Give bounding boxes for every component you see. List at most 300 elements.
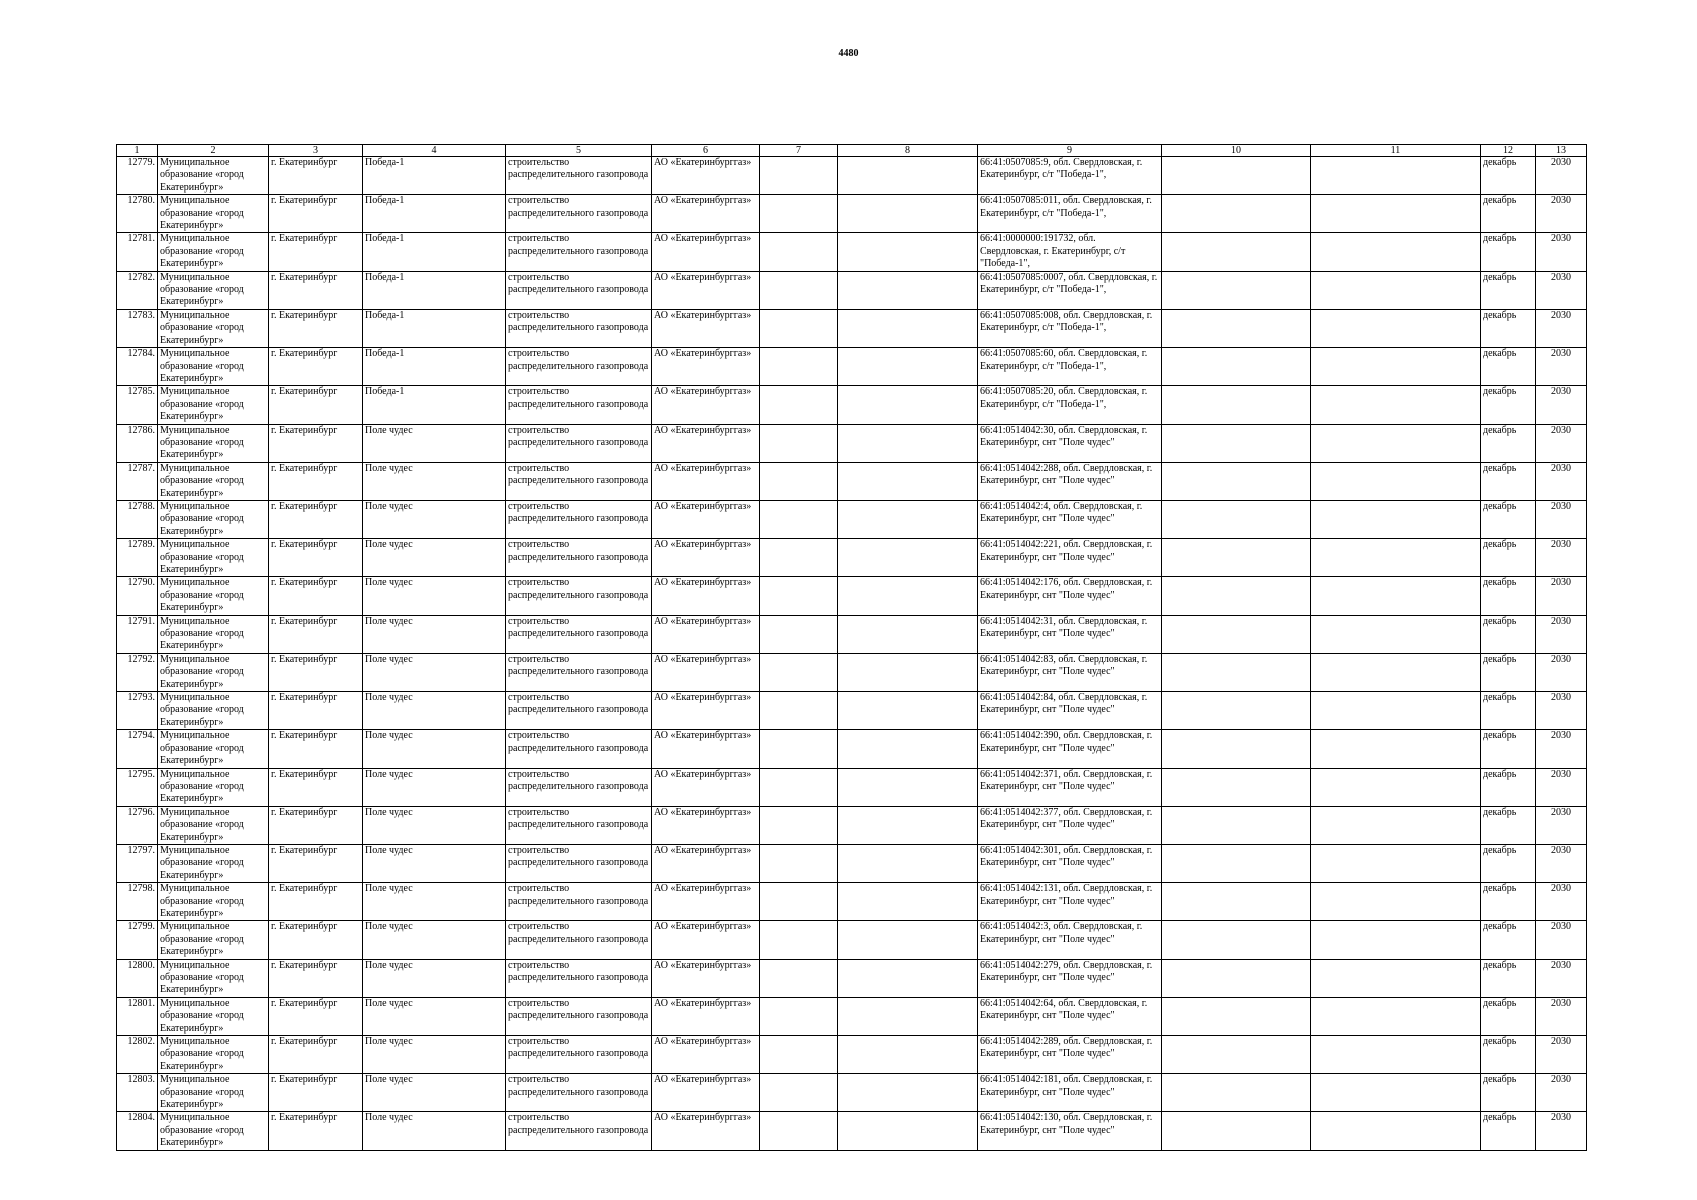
cell-col-10 bbox=[1162, 1074, 1311, 1112]
cell-municipality: Муниципальное образование «город Екатеринбург» bbox=[158, 921, 269, 959]
table-row bbox=[117, 997, 1587, 1035]
cell-settlement: г. Екатеринбург bbox=[269, 768, 363, 806]
cell-site-name: Поле чудес bbox=[363, 615, 506, 653]
cell-col-10 bbox=[1162, 653, 1311, 691]
cell-col-8 bbox=[838, 348, 978, 386]
cell-month: декабрь bbox=[1481, 539, 1536, 577]
cell-col-10 bbox=[1162, 271, 1311, 309]
cell-col-11 bbox=[1311, 271, 1481, 309]
cell-cadastral-address: 66:41:0514042:301, обл. Свердловская, г. Екатеринбург, снт "Поле чудес" bbox=[978, 844, 1162, 882]
cell-settlement: г. Екатеринбург bbox=[269, 309, 363, 347]
cell-col-10 bbox=[1162, 195, 1311, 233]
cell-work-type: строительство распределительного газопровода bbox=[506, 768, 652, 806]
cell-col-8 bbox=[838, 883, 978, 921]
cell-work-type: строительство распределительного газопровода bbox=[506, 921, 652, 959]
cell-year: 2030 bbox=[1536, 539, 1587, 577]
cell-col-10 bbox=[1162, 157, 1311, 195]
cell-site-name: Поле чудес bbox=[363, 1112, 506, 1150]
table-row bbox=[117, 424, 1587, 462]
cell-col-7 bbox=[760, 271, 838, 309]
cell-year: 2030 bbox=[1536, 997, 1587, 1035]
cell-col-10 bbox=[1162, 1036, 1311, 1074]
cell-cadastral-address: 66:41:0514042:377, обл. Свердловская, г. Екатеринбург, снт "Поле чудес" bbox=[978, 806, 1162, 844]
cell-month: декабрь bbox=[1481, 157, 1536, 195]
cell-cadastral-address: 66:41:0514042:279, обл. Свердловская, г. Екатеринбург, снт "Поле чудес" bbox=[978, 959, 1162, 997]
cell-col-10 bbox=[1162, 615, 1311, 653]
cell-operator: АО «Екатеринбурггаз» bbox=[652, 997, 760, 1035]
cell-month: декабрь bbox=[1481, 1036, 1536, 1074]
cell-cadastral-address: 66:41:0000000:191732, обл. Свердловская, г. Екатеринбург, с/т "Победа-1", bbox=[978, 233, 1162, 271]
table-row bbox=[117, 921, 1587, 959]
cell-year: 2030 bbox=[1536, 577, 1587, 615]
cell-work-type: строительство распределительного газопровода bbox=[506, 1112, 652, 1150]
cell-cadastral-address: 66:41:0507085:011, обл. Свердловская, г. Екатеринбург, с/т "Победа-1", bbox=[978, 195, 1162, 233]
cell-col-8 bbox=[838, 959, 978, 997]
table-row bbox=[117, 309, 1587, 347]
cell-work-type: строительство распределительного газопровода bbox=[506, 348, 652, 386]
cell-col-10 bbox=[1162, 539, 1311, 577]
cell-index: 12785. bbox=[117, 386, 158, 424]
cell-cadastral-address: 66:41:0514042:371, обл. Свердловская, г. Екатеринбург, снт "Поле чудес" bbox=[978, 768, 1162, 806]
cell-municipality: Муниципальное образование «город Екатеринбург» bbox=[158, 424, 269, 462]
cell-settlement: г. Екатеринбург bbox=[269, 539, 363, 577]
cell-col-7 bbox=[760, 195, 838, 233]
cell-month: декабрь bbox=[1481, 615, 1536, 653]
cell-col-11 bbox=[1311, 730, 1481, 768]
cell-year: 2030 bbox=[1536, 233, 1587, 271]
cell-col-7 bbox=[760, 539, 838, 577]
cell-col-8 bbox=[838, 500, 978, 538]
cell-operator: АО «Екатеринбурггаз» bbox=[652, 921, 760, 959]
cell-month: декабрь bbox=[1481, 730, 1536, 768]
cell-municipality: Муниципальное образование «город Екатеринбург» bbox=[158, 730, 269, 768]
cell-site-name: Победа-1 bbox=[363, 157, 506, 195]
column-header: 13 bbox=[1536, 145, 1587, 157]
cell-cadastral-address: 66:41:0507085:20, обл. Свердловская, г. Екатеринбург, с/т "Победа-1", bbox=[978, 386, 1162, 424]
cell-settlement: г. Екатеринбург bbox=[269, 233, 363, 271]
cell-col-11 bbox=[1311, 309, 1481, 347]
cell-index: 12780. bbox=[117, 195, 158, 233]
cell-index: 12802. bbox=[117, 1036, 158, 1074]
column-header: 10 bbox=[1162, 145, 1311, 157]
cell-operator: АО «Екатеринбурггаз» bbox=[652, 653, 760, 691]
cell-settlement: г. Екатеринбург bbox=[269, 577, 363, 615]
cell-year: 2030 bbox=[1536, 1074, 1587, 1112]
cell-month: декабрь bbox=[1481, 500, 1536, 538]
cell-col-10 bbox=[1162, 500, 1311, 538]
table-row bbox=[117, 1112, 1587, 1150]
cell-cadastral-address: 66:41:0514042:3, обл. Свердловская, г. Екатеринбург, снт "Поле чудес" bbox=[978, 921, 1162, 959]
cell-municipality: Муниципальное образование «город Екатеринбург» bbox=[158, 959, 269, 997]
cell-year: 2030 bbox=[1536, 844, 1587, 882]
cell-municipality: Муниципальное образование «город Екатеринбург» bbox=[158, 462, 269, 500]
cell-municipality: Муниципальное образование «город Екатеринбург» bbox=[158, 271, 269, 309]
cell-work-type: строительство распределительного газопровода bbox=[506, 730, 652, 768]
table-row bbox=[117, 386, 1587, 424]
cell-col-10 bbox=[1162, 883, 1311, 921]
cell-col-10 bbox=[1162, 730, 1311, 768]
cell-work-type: строительство распределительного газопровода bbox=[506, 157, 652, 195]
cell-col-8 bbox=[838, 653, 978, 691]
cell-col-11 bbox=[1311, 157, 1481, 195]
page-number: 4480 bbox=[838, 48, 859, 59]
cell-cadastral-address: 66:41:0507085:60, обл. Свердловская, г. Екатеринбург, с/т "Победа-1", bbox=[978, 348, 1162, 386]
cell-operator: АО «Екатеринбурггаз» bbox=[652, 500, 760, 538]
column-header: 12 bbox=[1481, 145, 1536, 157]
cell-col-7 bbox=[760, 730, 838, 768]
cell-col-7 bbox=[760, 997, 838, 1035]
cell-col-7 bbox=[760, 1036, 838, 1074]
cell-col-7 bbox=[760, 309, 838, 347]
cell-month: декабрь bbox=[1481, 806, 1536, 844]
cell-year: 2030 bbox=[1536, 157, 1587, 195]
cell-index: 12801. bbox=[117, 997, 158, 1035]
cell-work-type: строительство распределительного газопровода bbox=[506, 539, 652, 577]
cell-work-type: строительство распределительного газопровода bbox=[506, 844, 652, 882]
cell-work-type: строительство распределительного газопровода bbox=[506, 615, 652, 653]
cell-month: декабрь bbox=[1481, 1112, 1536, 1150]
cell-settlement: г. Екатеринбург bbox=[269, 921, 363, 959]
cell-operator: АО «Екатеринбурггаз» bbox=[652, 806, 760, 844]
cell-col-11 bbox=[1311, 462, 1481, 500]
cell-col-8 bbox=[838, 692, 978, 730]
cell-operator: АО «Екатеринбурггаз» bbox=[652, 844, 760, 882]
cell-cadastral-address: 66:41:0514042:390, обл. Свердловская, г. Екатеринбург, снт "Поле чудес" bbox=[978, 730, 1162, 768]
cell-col-8 bbox=[838, 730, 978, 768]
cell-col-10 bbox=[1162, 997, 1311, 1035]
cell-settlement: г. Екатеринбург bbox=[269, 386, 363, 424]
cell-col-11 bbox=[1311, 997, 1481, 1035]
table-row bbox=[117, 653, 1587, 691]
cell-col-11 bbox=[1311, 539, 1481, 577]
cell-col-7 bbox=[760, 768, 838, 806]
cell-settlement: г. Екатеринбург bbox=[269, 195, 363, 233]
cell-col-8 bbox=[838, 195, 978, 233]
table-row bbox=[117, 844, 1587, 882]
cell-col-10 bbox=[1162, 692, 1311, 730]
cell-col-8 bbox=[838, 844, 978, 882]
cell-index: 12796. bbox=[117, 806, 158, 844]
cell-site-name: Поле чудес bbox=[363, 1036, 506, 1074]
cell-col-10 bbox=[1162, 309, 1311, 347]
cell-col-10 bbox=[1162, 921, 1311, 959]
cell-operator: АО «Екатеринбурггаз» bbox=[652, 462, 760, 500]
cell-operator: АО «Екатеринбурггаз» bbox=[652, 959, 760, 997]
cell-settlement: г. Екатеринбург bbox=[269, 462, 363, 500]
cell-municipality: Муниципальное образование «город Екатеринбург» bbox=[158, 539, 269, 577]
cell-settlement: г. Екатеринбург bbox=[269, 1074, 363, 1112]
cell-cadastral-address: 66:41:0514042:221, обл. Свердловская, г. Екатеринбург, снт "Поле чудес" bbox=[978, 539, 1162, 577]
cell-col-11 bbox=[1311, 959, 1481, 997]
cell-year: 2030 bbox=[1536, 195, 1587, 233]
cell-col-11 bbox=[1311, 500, 1481, 538]
column-header: 5 bbox=[506, 145, 652, 157]
cell-col-11 bbox=[1311, 844, 1481, 882]
cell-operator: АО «Екатеринбурггаз» bbox=[652, 271, 760, 309]
cell-col-7 bbox=[760, 692, 838, 730]
cell-site-name: Поле чудес bbox=[363, 921, 506, 959]
cell-col-7 bbox=[760, 157, 838, 195]
cell-col-8 bbox=[838, 386, 978, 424]
cell-operator: АО «Екатеринбурггаз» bbox=[652, 577, 760, 615]
cell-municipality: Муниципальное образование «город Екатеринбург» bbox=[158, 1036, 269, 1074]
table-row bbox=[117, 348, 1587, 386]
cell-col-8 bbox=[838, 806, 978, 844]
column-header: 11 bbox=[1311, 145, 1481, 157]
cell-operator: АО «Екатеринбурггаз» bbox=[652, 1036, 760, 1074]
cell-operator: АО «Екатеринбурггаз» bbox=[652, 768, 760, 806]
cell-settlement: г. Екатеринбург bbox=[269, 653, 363, 691]
cell-col-11 bbox=[1311, 1036, 1481, 1074]
cell-month: декабрь bbox=[1481, 424, 1536, 462]
cell-site-name: Поле чудес bbox=[363, 653, 506, 691]
cell-settlement: г. Екатеринбург bbox=[269, 1112, 363, 1150]
cell-index: 12800. bbox=[117, 959, 158, 997]
cell-year: 2030 bbox=[1536, 1036, 1587, 1074]
cell-col-8 bbox=[838, 768, 978, 806]
cell-operator: АО «Екатеринбурггаз» bbox=[652, 309, 760, 347]
cell-year: 2030 bbox=[1536, 386, 1587, 424]
cell-operator: АО «Екатеринбурггаз» bbox=[652, 424, 760, 462]
cell-col-7 bbox=[760, 883, 838, 921]
table-row bbox=[117, 959, 1587, 997]
cell-municipality: Муниципальное образование «город Екатеринбург» bbox=[158, 883, 269, 921]
cell-settlement: г. Екатеринбург bbox=[269, 157, 363, 195]
cell-col-10 bbox=[1162, 1112, 1311, 1150]
cell-municipality: Муниципальное образование «город Екатеринбург» bbox=[158, 1112, 269, 1150]
cell-year: 2030 bbox=[1536, 615, 1587, 653]
cell-col-8 bbox=[838, 921, 978, 959]
column-header: 7 bbox=[760, 145, 838, 157]
cell-settlement: г. Екатеринбург bbox=[269, 424, 363, 462]
cell-settlement: г. Екатеринбург bbox=[269, 615, 363, 653]
cell-municipality: Муниципальное образование «город Екатеринбург» bbox=[158, 348, 269, 386]
cell-cadastral-address: 66:41:0507085:008, обл. Свердловская, г. Екатеринбург, с/т "Победа-1", bbox=[978, 309, 1162, 347]
cell-month: декабрь bbox=[1481, 271, 1536, 309]
cell-site-name: Победа-1 bbox=[363, 348, 506, 386]
cell-index: 12783. bbox=[117, 309, 158, 347]
cell-work-type: строительство распределительного газопровода bbox=[506, 424, 652, 462]
cell-index: 12794. bbox=[117, 730, 158, 768]
cell-col-8 bbox=[838, 577, 978, 615]
cell-month: декабрь bbox=[1481, 348, 1536, 386]
column-header: 9 bbox=[978, 145, 1162, 157]
cell-work-type: строительство распределительного газопровода bbox=[506, 1074, 652, 1112]
cell-site-name: Поле чудес bbox=[363, 997, 506, 1035]
cell-col-11 bbox=[1311, 386, 1481, 424]
cell-month: декабрь bbox=[1481, 386, 1536, 424]
cell-site-name: Победа-1 bbox=[363, 195, 506, 233]
column-header: 4 bbox=[363, 145, 506, 157]
cell-year: 2030 bbox=[1536, 348, 1587, 386]
cell-work-type: строительство распределительного газопровода bbox=[506, 271, 652, 309]
cell-col-11 bbox=[1311, 424, 1481, 462]
cell-index: 12788. bbox=[117, 500, 158, 538]
cell-site-name: Поле чудес bbox=[363, 424, 506, 462]
cell-col-11 bbox=[1311, 883, 1481, 921]
cell-col-8 bbox=[838, 1112, 978, 1150]
cell-municipality: Муниципальное образование «город Екатеринбург» bbox=[158, 653, 269, 691]
cell-site-name: Поле чудес bbox=[363, 806, 506, 844]
cell-site-name: Поле чудес bbox=[363, 768, 506, 806]
column-header: 8 bbox=[838, 145, 978, 157]
cell-operator: АО «Екатеринбурггаз» bbox=[652, 883, 760, 921]
cell-work-type: строительство распределительного газопровода bbox=[506, 883, 652, 921]
cell-work-type: строительство распределительного газопровода bbox=[506, 462, 652, 500]
cell-operator: АО «Екатеринбурггаз» bbox=[652, 615, 760, 653]
cell-index: 12792. bbox=[117, 653, 158, 691]
cell-col-7 bbox=[760, 424, 838, 462]
cell-col-11 bbox=[1311, 768, 1481, 806]
cell-municipality: Муниципальное образование «город Екатеринбург» bbox=[158, 157, 269, 195]
cell-col-10 bbox=[1162, 806, 1311, 844]
cell-operator: АО «Екатеринбурггаз» bbox=[652, 1112, 760, 1150]
table-row bbox=[117, 577, 1587, 615]
cell-year: 2030 bbox=[1536, 806, 1587, 844]
cell-col-10 bbox=[1162, 768, 1311, 806]
cell-municipality: Муниципальное образование «город Екатеринбург» bbox=[158, 997, 269, 1035]
cell-index: 12795. bbox=[117, 768, 158, 806]
cell-site-name: Победа-1 bbox=[363, 309, 506, 347]
cell-index: 12803. bbox=[117, 1074, 158, 1112]
cell-settlement: г. Екатеринбург bbox=[269, 348, 363, 386]
cell-settlement: г. Екатеринбург bbox=[269, 1036, 363, 1074]
cell-col-7 bbox=[760, 233, 838, 271]
column-header: 3 bbox=[269, 145, 363, 157]
cell-cadastral-address: 66:41:0514042:84, обл. Свердловская, г. Екатеринбург, снт "Поле чудес" bbox=[978, 692, 1162, 730]
cell-col-7 bbox=[760, 348, 838, 386]
table-header-row bbox=[117, 145, 1587, 157]
cell-municipality: Муниципальное образование «город Екатеринбург» bbox=[158, 806, 269, 844]
cell-col-7 bbox=[760, 844, 838, 882]
cell-work-type: строительство распределительного газопровода bbox=[506, 806, 652, 844]
cell-col-11 bbox=[1311, 195, 1481, 233]
cell-index: 12804. bbox=[117, 1112, 158, 1150]
cell-col-10 bbox=[1162, 577, 1311, 615]
cell-col-11 bbox=[1311, 653, 1481, 691]
cell-index: 12789. bbox=[117, 539, 158, 577]
cell-municipality: Муниципальное образование «город Екатеринбург» bbox=[158, 195, 269, 233]
cell-index: 12781. bbox=[117, 233, 158, 271]
cell-work-type: строительство распределительного газопровода bbox=[506, 309, 652, 347]
cell-month: декабрь bbox=[1481, 921, 1536, 959]
cell-municipality: Муниципальное образование «город Екатеринбург» bbox=[158, 692, 269, 730]
cell-index: 12787. bbox=[117, 462, 158, 500]
cell-municipality: Муниципальное образование «город Екатеринбург» bbox=[158, 233, 269, 271]
cell-col-7 bbox=[760, 577, 838, 615]
table-row bbox=[117, 883, 1587, 921]
cell-municipality: Муниципальное образование «город Екатеринбург» bbox=[158, 1074, 269, 1112]
cell-col-7 bbox=[760, 806, 838, 844]
cell-cadastral-address: 66:41:0514042:131, обл. Свердловская, г. Екатеринбург, снт "Поле чудес" bbox=[978, 883, 1162, 921]
cell-col-7 bbox=[760, 959, 838, 997]
cell-cadastral-address: 66:41:0514042:176, обл. Свердловская, г. Екатеринбург, снт "Поле чудес" bbox=[978, 577, 1162, 615]
cell-cadastral-address: 66:41:0514042:83, обл. Свердловская, г. Екатеринбург, снт "Поле чудес" bbox=[978, 653, 1162, 691]
cell-col-7 bbox=[760, 1074, 838, 1112]
cell-municipality: Муниципальное образование «город Екатеринбург» bbox=[158, 615, 269, 653]
cell-index: 12797. bbox=[117, 844, 158, 882]
table-row bbox=[117, 271, 1587, 309]
cell-index: 12786. bbox=[117, 424, 158, 462]
cell-month: декабрь bbox=[1481, 233, 1536, 271]
cell-col-11 bbox=[1311, 1074, 1481, 1112]
cell-month: декабрь bbox=[1481, 577, 1536, 615]
cell-work-type: строительство распределительного газопровода bbox=[506, 692, 652, 730]
cell-year: 2030 bbox=[1536, 883, 1587, 921]
cell-site-name: Поле чудес bbox=[363, 883, 506, 921]
table-row bbox=[117, 195, 1587, 233]
cell-site-name: Поле чудес bbox=[363, 1074, 506, 1112]
cell-operator: АО «Екатеринбурггаз» bbox=[652, 692, 760, 730]
cell-col-8 bbox=[838, 462, 978, 500]
cell-month: декабрь bbox=[1481, 462, 1536, 500]
cell-month: декабрь bbox=[1481, 959, 1536, 997]
cell-col-11 bbox=[1311, 806, 1481, 844]
cell-index: 12798. bbox=[117, 883, 158, 921]
cell-site-name: Поле чудес bbox=[363, 577, 506, 615]
cell-cadastral-address: 66:41:0514042:30, обл. Свердловская, г. Екатеринбург, снт "Поле чудес" bbox=[978, 424, 1162, 462]
table-row bbox=[117, 615, 1587, 653]
cell-municipality: Муниципальное образование «город Екатеринбург» bbox=[158, 386, 269, 424]
cell-work-type: строительство распределительного газопровода bbox=[506, 653, 652, 691]
cell-col-11 bbox=[1311, 1112, 1481, 1150]
cell-operator: АО «Екатеринбурггаз» bbox=[652, 730, 760, 768]
cell-work-type: строительство распределительного газопровода bbox=[506, 233, 652, 271]
cell-col-11 bbox=[1311, 577, 1481, 615]
cell-year: 2030 bbox=[1536, 921, 1587, 959]
table-row bbox=[117, 692, 1587, 730]
cell-col-10 bbox=[1162, 959, 1311, 997]
cell-site-name: Поле чудес bbox=[363, 730, 506, 768]
cell-col-11 bbox=[1311, 692, 1481, 730]
cell-cadastral-address: 66:41:0514042:289, обл. Свердловская, г. Екатеринбург, снт "Поле чудес" bbox=[978, 1036, 1162, 1074]
cell-year: 2030 bbox=[1536, 309, 1587, 347]
table-row bbox=[117, 233, 1587, 271]
cell-col-8 bbox=[838, 997, 978, 1035]
cell-year: 2030 bbox=[1536, 959, 1587, 997]
cell-settlement: г. Екатеринбург bbox=[269, 730, 363, 768]
cell-operator: АО «Екатеринбурггаз» bbox=[652, 157, 760, 195]
cell-month: декабрь bbox=[1481, 309, 1536, 347]
cell-site-name: Победа-1 bbox=[363, 271, 506, 309]
cell-work-type: строительство распределительного газопровода bbox=[506, 959, 652, 997]
cell-cadastral-address: 66:41:0514042:288, обл. Свердловская, г. Екатеринбург, снт "Поле чудес" bbox=[978, 462, 1162, 500]
cell-year: 2030 bbox=[1536, 692, 1587, 730]
cell-settlement: г. Екатеринбург bbox=[269, 997, 363, 1035]
table-row bbox=[117, 539, 1587, 577]
column-header: 1 bbox=[117, 145, 158, 157]
cell-month: декабрь bbox=[1481, 653, 1536, 691]
cell-site-name: Поле чудес bbox=[363, 844, 506, 882]
cell-work-type: строительство распределительного газопровода bbox=[506, 1036, 652, 1074]
cell-month: декабрь bbox=[1481, 768, 1536, 806]
cell-month: декабрь bbox=[1481, 1074, 1536, 1112]
cell-col-7 bbox=[760, 386, 838, 424]
cell-settlement: г. Екатеринбург bbox=[269, 959, 363, 997]
cell-work-type: строительство распределительного газопровода bbox=[506, 500, 652, 538]
cell-cadastral-address: 66:41:0507085:0007, обл. Свердловская, г. Екатеринбург, с/т "Победа-1", bbox=[978, 271, 1162, 309]
cell-index: 12791. bbox=[117, 615, 158, 653]
cell-col-7 bbox=[760, 500, 838, 538]
cell-year: 2030 bbox=[1536, 462, 1587, 500]
cell-operator: АО «Екатеринбурггаз» bbox=[652, 386, 760, 424]
cell-year: 2030 bbox=[1536, 653, 1587, 691]
cell-municipality: Муниципальное образование «город Екатеринбург» bbox=[158, 577, 269, 615]
cell-year: 2030 bbox=[1536, 271, 1587, 309]
cell-col-8 bbox=[838, 157, 978, 195]
table-row bbox=[117, 1074, 1587, 1112]
cell-col-10 bbox=[1162, 844, 1311, 882]
